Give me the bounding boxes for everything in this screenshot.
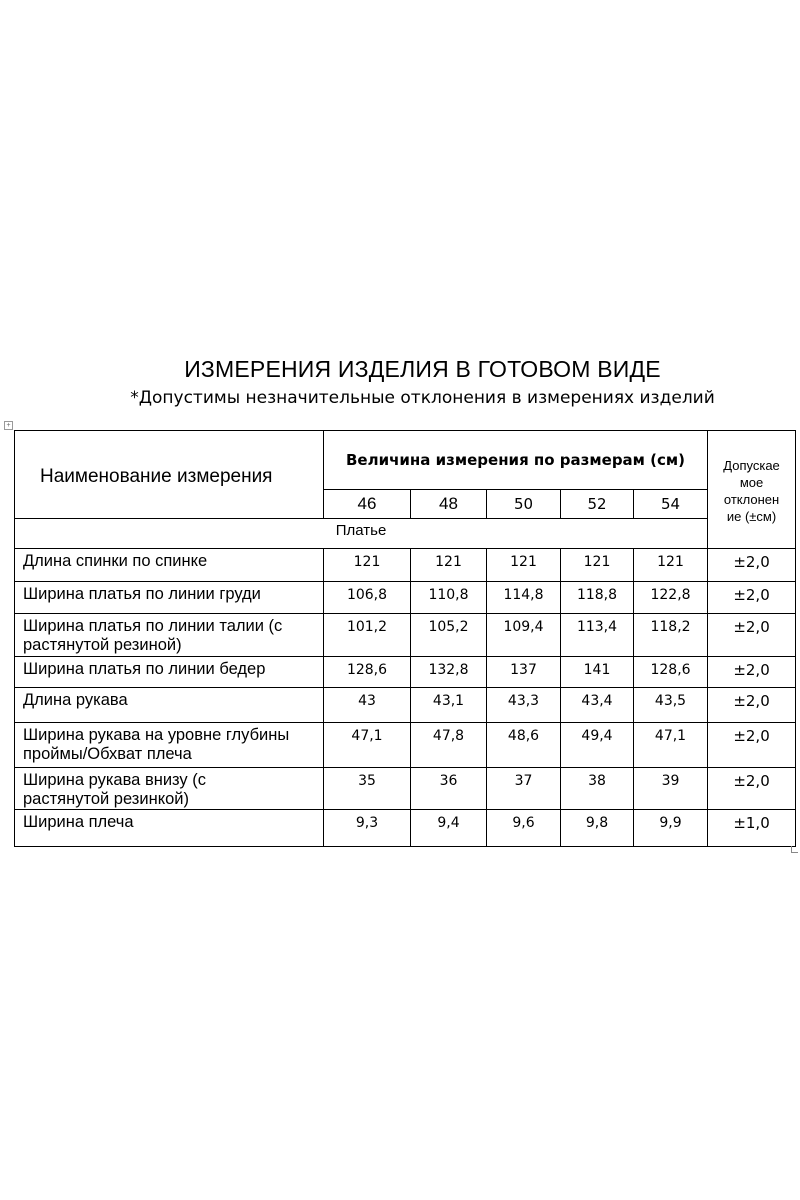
measurement-value: 48,6 (487, 723, 561, 768)
size-header-46: 46 (324, 490, 411, 519)
measurement-value: 9,8 (561, 810, 634, 847)
measurement-value: 47,1 (634, 723, 708, 768)
header-tolerance (708, 431, 796, 549)
measurement-value: 101,2 (324, 614, 411, 657)
table-row (15, 768, 796, 810)
measurement-value: 122,8 (634, 582, 708, 614)
table-row (15, 657, 796, 688)
measurement-value: 128,6 (634, 657, 708, 688)
measurement-value: 121 (324, 549, 411, 582)
measurement-name-line: растянутой резинкой) (23, 790, 189, 808)
measurement-name (15, 768, 324, 810)
measurement-value: 114,8 (487, 582, 561, 614)
measurement-value: 141 (561, 657, 634, 688)
measurement-value: 137 (487, 657, 561, 688)
tolerance-value: ±2,0 (708, 723, 796, 768)
table-row (15, 582, 796, 614)
measurement-name (15, 549, 324, 582)
measurement-name-line: Ширина платья по линии груди (23, 585, 261, 603)
table-row (15, 614, 796, 657)
tolerance-value: ±2,0 (708, 549, 796, 582)
measurement-value: 47,1 (324, 723, 411, 768)
measurement-value: 47,8 (411, 723, 487, 768)
measurement-value: 9,6 (487, 810, 561, 847)
measurement-value: 43,3 (487, 688, 561, 723)
measurement-value: 121 (561, 549, 634, 582)
measurement-value: 43 (324, 688, 411, 723)
size-header-50: 50 (487, 490, 561, 519)
measurement-value: 110,8 (411, 582, 487, 614)
measurement-value: 43,5 (634, 688, 708, 723)
measurement-name-line: Длина спинки по спинке (23, 552, 208, 570)
measurement-value: 105,2 (411, 614, 487, 657)
measurement-name (15, 688, 324, 723)
header-tolerance-line: Допускае (723, 457, 780, 473)
tolerance-value: ±2,0 (708, 657, 796, 688)
measurement-value: 9,9 (634, 810, 708, 847)
measurement-name-line: Ширина плеча (23, 813, 134, 831)
measurement-value: 109,4 (487, 614, 561, 657)
measurement-name (15, 582, 324, 614)
section-label: Платье (15, 519, 708, 549)
table-row (15, 549, 796, 582)
measurement-name-line: Ширина платья по линии талии (с (23, 617, 283, 635)
tolerance-value: ±1,0 (708, 810, 796, 847)
measurement-value: 118,2 (634, 614, 708, 657)
table-move-handle-icon[interactable]: + (4, 421, 13, 430)
measurement-name-line: Ширина рукава внизу (с (23, 771, 206, 789)
measurement-value: 106,8 (324, 582, 411, 614)
measurement-name-line: растянутой резиной) (23, 636, 182, 654)
measurement-value: 113,4 (561, 614, 634, 657)
size-header-48: 48 (411, 490, 487, 519)
measurement-value: 43,1 (411, 688, 487, 723)
tolerance-value: ±2,0 (708, 582, 796, 614)
table-row (15, 723, 796, 768)
measurement-table (14, 430, 796, 847)
measurement-name (15, 810, 324, 847)
measurement-name (15, 657, 324, 688)
measurement-value: 49,4 (561, 723, 634, 768)
measurement-name (15, 723, 324, 768)
document-title: ИЗМЕРЕНИЯ ИЗДЕЛИЯ В ГОТОВОМ ВИДЕ (184, 356, 661, 382)
header-tolerance-line: ие (±см) (726, 508, 777, 524)
measurement-value: 35 (324, 768, 411, 810)
measurement-value: 121 (634, 549, 708, 582)
header-tolerance-line: отклонен (723, 491, 780, 507)
tolerance-value: ±2,0 (708, 614, 796, 657)
header-tolerance-line: мое (739, 474, 764, 490)
measurement-value: 43,4 (561, 688, 634, 723)
measurement-value: 37 (487, 768, 561, 810)
measurement-value: 39 (634, 768, 708, 810)
size-header-52: 52 (561, 490, 634, 519)
measurement-value: 9,3 (324, 810, 411, 847)
measurement-name-line: проймы/Обхват плеча (23, 745, 192, 763)
measurement-value: 128,6 (324, 657, 411, 688)
table-row (15, 810, 796, 847)
measurement-value: 9,4 (411, 810, 487, 847)
measurement-value: 132,8 (411, 657, 487, 688)
table-row (15, 688, 796, 723)
measurement-value: 121 (487, 549, 561, 582)
size-header-54: 54 (634, 490, 708, 519)
table-end-mark (791, 846, 798, 853)
document-subtitle: *Допустимы незначительные отклонения в измерениях изделий (130, 388, 715, 408)
measurement-value: 118,8 (561, 582, 634, 614)
measurement-value: 38 (561, 768, 634, 810)
measurement-value: 121 (411, 549, 487, 582)
measurement-name-line: Ширина платья по линии бедер (23, 660, 266, 678)
tolerance-value: ±2,0 (708, 688, 796, 723)
measurement-value: 36 (411, 768, 487, 810)
measurement-name (15, 614, 324, 657)
tolerance-value: ±2,0 (708, 768, 796, 810)
measurement-name-line: Ширина рукава на уровне глубины (23, 726, 290, 744)
header-size-values: Величина измерения по размерам (см) (324, 431, 708, 490)
header-measurement-name: Наименование измерения (15, 431, 324, 519)
measurement-name-line: Длина рукава (23, 691, 128, 709)
